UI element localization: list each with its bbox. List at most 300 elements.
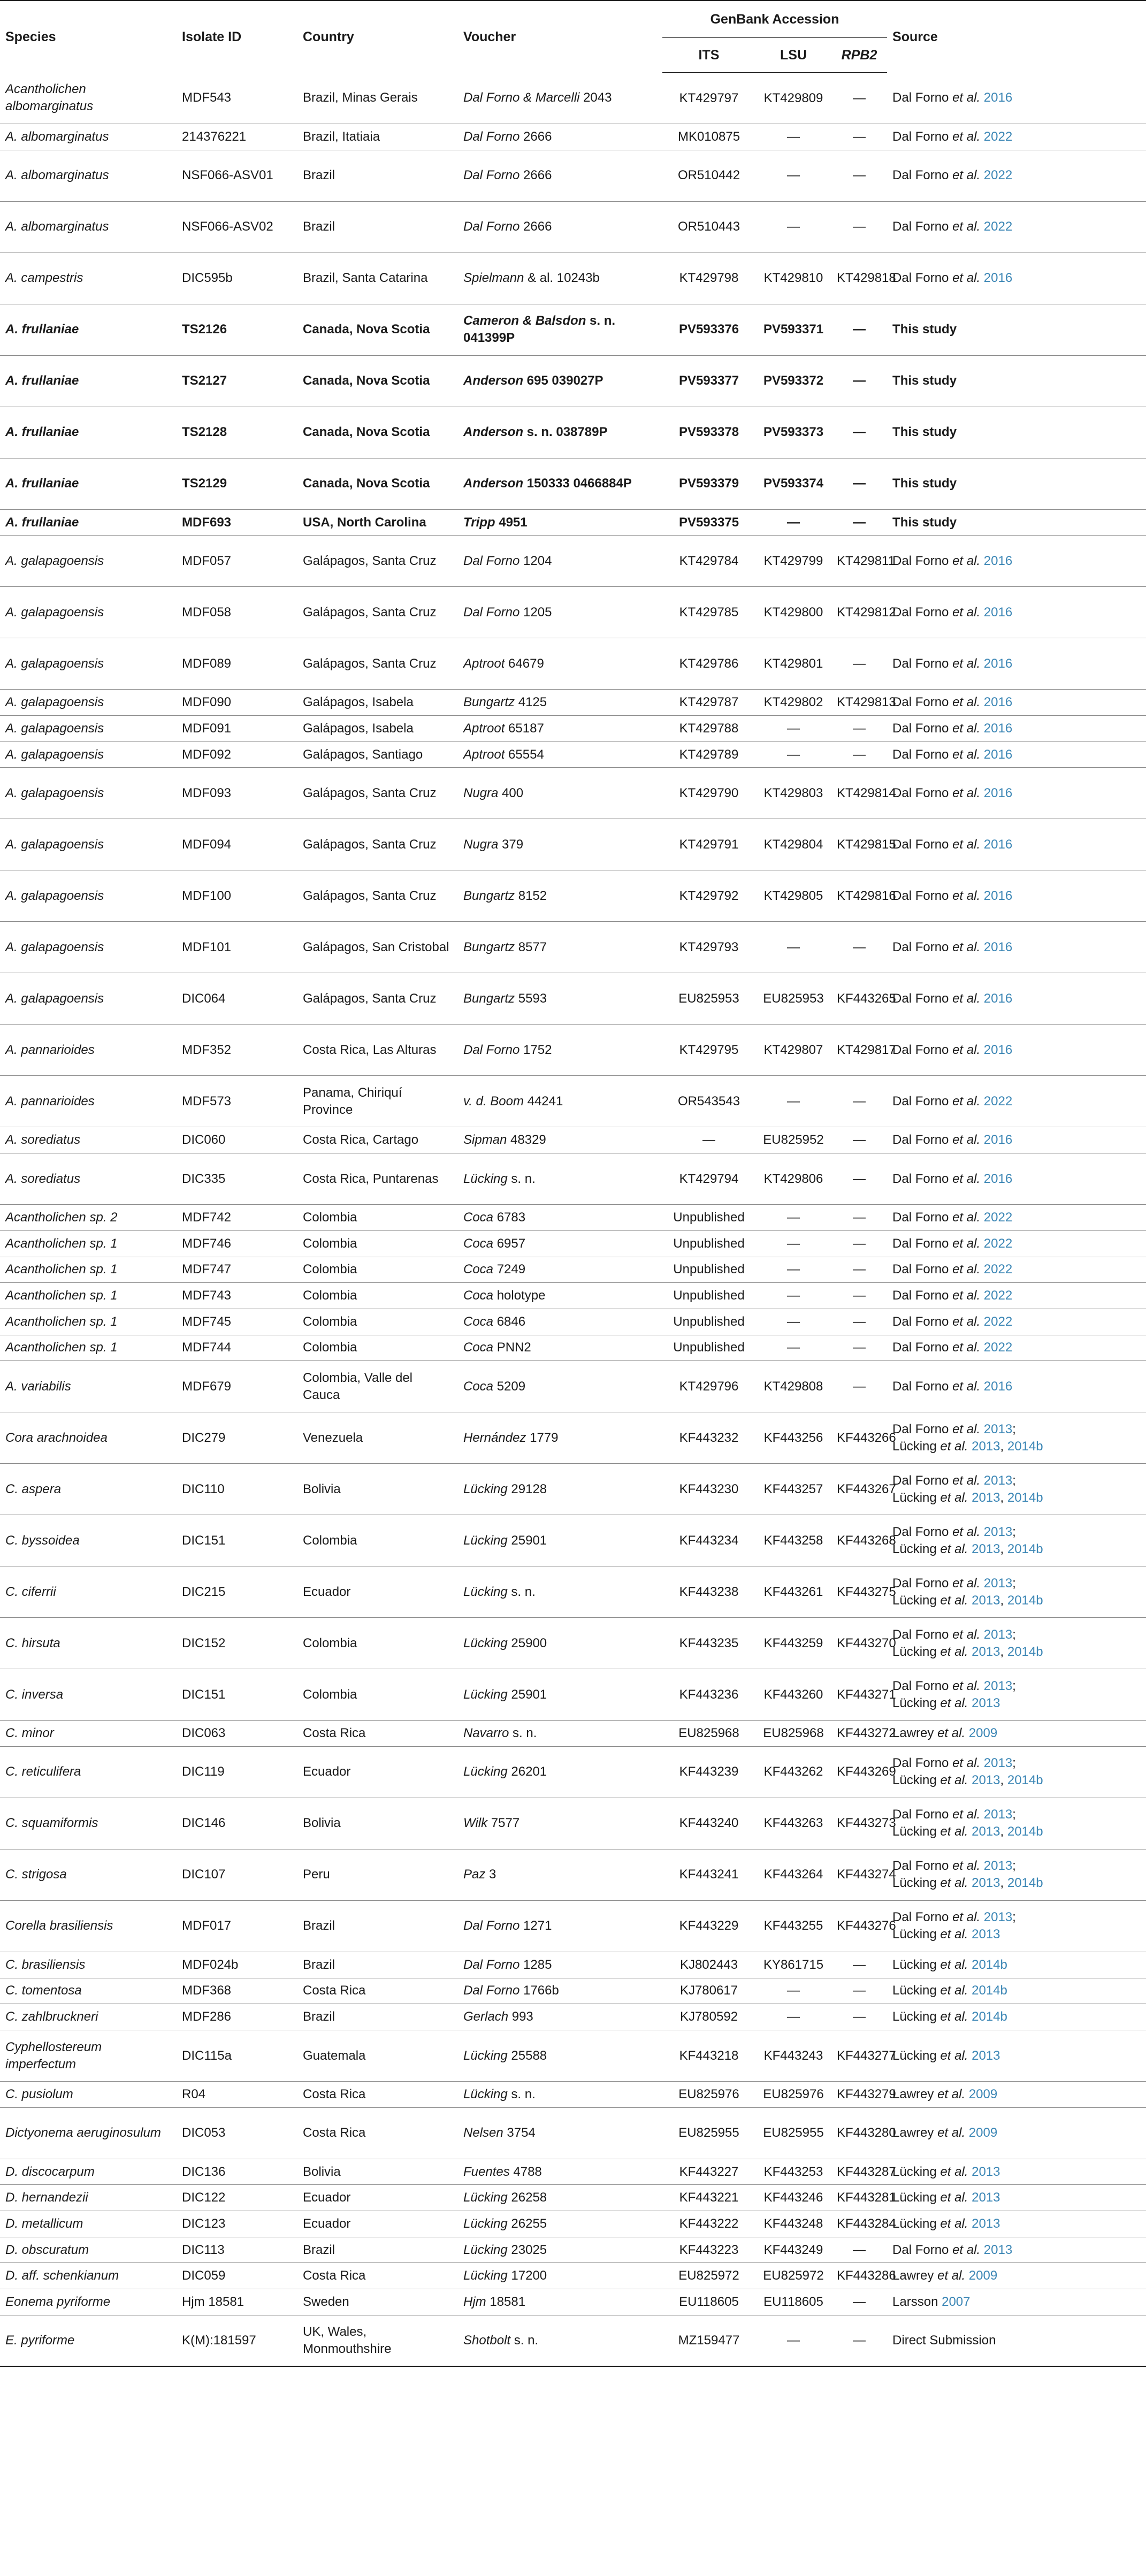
lsu-accession: EU825952 <box>763 1133 824 1148</box>
its-accession-cell <box>662 2030 755 2082</box>
source-cell <box>887 1721 1146 1747</box>
rpb2-accession: — <box>853 1236 866 1251</box>
its-accession: KT429795 <box>679 1042 739 1057</box>
source-year: 2014b <box>1007 1490 1043 1505</box>
source-year: 2014b <box>968 1957 1007 1972</box>
source-cell <box>887 2030 1146 2082</box>
rpb2-accession: KF443284 <box>837 2216 896 2231</box>
species-name: Acantholichen sp. 1 <box>5 1314 118 1329</box>
country-name: Colombia <box>303 1533 357 1548</box>
table-row <box>0 1849 1146 1900</box>
voucher-number: 1285 <box>519 1957 552 1972</box>
source-author: Dal Forno et al. <box>892 1042 981 1057</box>
its-accession: KT429790 <box>679 785 739 800</box>
species-cell <box>0 1515 177 1566</box>
lsu-accession-cell <box>755 768 831 819</box>
its-accession-cell <box>662 870 755 922</box>
lsu-accession: KT429804 <box>763 837 823 852</box>
lsu-accession-cell <box>755 73 831 124</box>
voucher-number: 7577 <box>487 1816 520 1831</box>
source-year: 2013 <box>968 1644 1000 1659</box>
country-cell <box>297 1900 458 1952</box>
rpb2-accession-cell <box>831 536 895 587</box>
voucher-cell <box>458 2237 662 2263</box>
its-accession: EU118605 <box>679 2294 739 2309</box>
rpb2-accession: — <box>853 939 866 954</box>
lsu-accession-cell <box>755 509 831 536</box>
voucher-cell <box>458 509 662 536</box>
its-accession-cell <box>662 1464 755 1515</box>
country-cell <box>297 742 458 768</box>
country-name: Galápagos, Santa Cruz <box>303 837 437 852</box>
country-name: Costa Rica <box>303 2268 366 2283</box>
its-accession: OR510442 <box>677 168 740 183</box>
table-row <box>0 1076 1146 1127</box>
rpb2-accession: — <box>853 1379 866 1394</box>
rpb2-accession-cell <box>831 587 896 638</box>
lsu-accession: KF443262 <box>763 1764 823 1779</box>
voucher-number: holotype <box>493 1288 546 1303</box>
voucher-number: 18581 <box>486 2294 526 2309</box>
lsu-accession-cell <box>755 870 831 922</box>
species-cell <box>0 587 177 638</box>
country-cell <box>297 1127 458 1153</box>
voucher-cell <box>458 1952 662 1978</box>
source-cell <box>887 1283 1146 1309</box>
rpb2-accession-cell <box>831 922 887 973</box>
source-year: 2016 <box>980 1171 1013 1186</box>
its-accession: KF443241 <box>679 1867 739 1882</box>
country-name: Bolivia <box>303 1816 341 1831</box>
rpb2-accession: — <box>853 747 866 762</box>
source-cell <box>887 1952 1146 1978</box>
country-name: Costa Rica, Puntarenas <box>303 1171 439 1186</box>
species-cell <box>0 1849 177 1900</box>
its-accession: KT429785 <box>679 605 739 620</box>
its-accession: PV593378 <box>678 425 739 440</box>
country-name: Ecuador <box>303 2216 351 2231</box>
voucher-cell <box>458 1412 662 1464</box>
rpb2-accession: KT429814 <box>837 785 896 800</box>
country-name: Colombia <box>303 1262 357 1277</box>
source-year: 2009 <box>965 2268 998 2283</box>
country-name: Costa Rica, Cartago <box>303 1133 419 1148</box>
its-accession: KT429796 <box>679 1379 739 1394</box>
lsu-accession: KT429810 <box>763 271 823 286</box>
country-name: UK, Wales, Monmouthshire <box>303 2325 392 2357</box>
lsu-accession: KF443249 <box>763 2242 823 2257</box>
species-name: A. albomarginatus <box>5 129 109 144</box>
species-name: C. zahlbruckneri <box>5 2009 98 2024</box>
country-name: Galápagos, Isabela <box>303 721 414 736</box>
rpb2-accession-cell <box>831 1309 887 1335</box>
its-accession-cell <box>662 819 755 870</box>
voucher-cell <box>458 973 662 1025</box>
isolate-id: MDF091 <box>182 721 232 736</box>
isolate-id-cell <box>177 1900 297 1952</box>
country-name: Brazil <box>303 1957 335 1972</box>
source-year: 2022 <box>980 1262 1013 1277</box>
voucher-number: 2666 <box>519 219 552 234</box>
source-year: 2013 <box>968 1593 1000 1608</box>
its-accession: Unpublished <box>673 1262 745 1277</box>
source-year: 2022 <box>980 219 1013 234</box>
isolate-id-cell <box>177 1361 297 1412</box>
lsu-accession: KF443258 <box>763 1533 823 1548</box>
table-row <box>0 1361 1146 1412</box>
voucher-collector: Anderson <box>463 425 524 440</box>
its-accession: KF443238 <box>679 1584 739 1599</box>
rpb2-accession-cell <box>831 1464 896 1515</box>
species-name: D. discocarpum <box>5 2164 95 2179</box>
lsu-accession: KF443260 <box>763 1687 823 1702</box>
source-year: 2022 <box>980 1314 1013 1329</box>
isolate-id: DIC064 <box>182 991 226 1006</box>
lsu-accession: EU825953 <box>763 991 824 1006</box>
source-author: Lücking et al. <box>892 1541 968 1556</box>
country-name: Galápagos, Santa Cruz <box>303 991 437 1006</box>
isolate-id-cell <box>177 1669 297 1721</box>
source-author: Dal Forno et al. <box>892 1859 981 1874</box>
species-name: A. frullaniae <box>5 425 79 440</box>
species-name: A. sorediatus <box>5 1133 81 1148</box>
voucher-number: 3 <box>485 1867 496 1882</box>
its-accession-cell <box>662 201 755 253</box>
source-year: 2016 <box>980 747 1013 762</box>
lsu-accession-cell <box>755 1153 831 1205</box>
lsu-accession-cell <box>755 458 831 509</box>
country-cell <box>297 1464 458 1515</box>
table-row <box>0 355 1146 407</box>
voucher-cell <box>458 1798 662 1849</box>
rpb2-accession-cell <box>831 458 887 509</box>
source-cell <box>887 2107 1146 2159</box>
voucher-cell <box>458 1721 662 1747</box>
table-row <box>0 2263 1146 2289</box>
source-author: Dal Forno et al. <box>892 1314 981 1329</box>
rpb2-accession-cell <box>831 1566 896 1618</box>
isolate-id: DIC115a <box>182 2048 232 2063</box>
country-cell <box>297 1230 458 1257</box>
isolate-id: MDF368 <box>182 1983 232 1998</box>
rpb2-accession: — <box>853 1983 866 1998</box>
its-accession: KT429787 <box>679 695 739 710</box>
its-accession: KF443236 <box>679 1687 739 1702</box>
country-name: Colombia <box>303 1314 357 1329</box>
source-cell <box>887 2211 1146 2237</box>
voucher-number: 695 039027P <box>523 373 603 388</box>
source-author: Dal Forno et al. <box>892 1171 981 1186</box>
voucher-collector: Dal Forno <box>463 219 520 234</box>
voucher-collector: Lücking <box>463 2190 508 2205</box>
source-year: 2009 <box>965 2126 998 2141</box>
its-accession-cell <box>662 768 755 819</box>
source-year: 2013 <box>968 1876 1000 1891</box>
isolate-id: MDF024b <box>182 1957 239 1972</box>
species-cell <box>0 124 177 150</box>
source-author: Lawrey et al. <box>892 2126 966 2141</box>
its-accession: KT429793 <box>679 939 739 954</box>
isolate-id: DIC151 <box>182 1687 226 1702</box>
source-year: 2014b <box>968 2009 1007 2024</box>
voucher-number: 150333 0466884P <box>523 476 632 491</box>
country-name: Panama, Chiriquí Province <box>303 1085 402 1117</box>
source-cell: Dal Forno et al. 2013; Lücking et al. 2013, 2014b <box>892 1473 1043 1505</box>
species-name: A. pannarioides <box>5 1094 95 1109</box>
species-name: Acantholichen sp. 1 <box>5 1236 118 1251</box>
isolate-id-cell <box>177 150 297 201</box>
species-name: Cyphellostereum imperfectum <box>5 2039 102 2071</box>
source-author: Dal Forno et al. <box>892 1756 981 1771</box>
source-separator: ; <box>1012 1910 1016 1925</box>
voucher-cell <box>458 1566 662 1618</box>
voucher-collector: Anderson <box>463 373 524 388</box>
source-cell <box>887 2263 1146 2289</box>
country-cell <box>297 1412 458 1464</box>
species-name: A. sorediatus <box>5 1171 81 1186</box>
source-cell <box>887 870 1146 922</box>
its-accession-cell <box>662 973 755 1025</box>
voucher-collector: Bungartz <box>463 991 515 1006</box>
voucher-cell <box>458 768 662 819</box>
lsu-accession: EU825972 <box>763 2268 824 2283</box>
voucher-number: 2043 <box>579 90 612 105</box>
its-accession-cell <box>662 2237 755 2263</box>
rpb2-accession-cell <box>831 73 887 124</box>
source-cell <box>887 509 1146 536</box>
voucher-cell <box>458 1283 662 1309</box>
source-cell <box>887 73 1146 124</box>
isolate-id: MDF017 <box>182 1918 232 1933</box>
isolate-id-cell <box>177 407 297 458</box>
source-cell <box>887 2289 1146 2315</box>
rpb2-accession-cell <box>831 304 887 355</box>
source-cell <box>887 124 1146 150</box>
its-accession-cell <box>662 458 755 509</box>
rpb2-accession-cell <box>831 1335 887 1361</box>
rpb2-accession-cell <box>831 768 896 819</box>
isolate-id: MDF089 <box>182 656 232 671</box>
isolate-id: MDF100 <box>182 888 232 903</box>
its-accession-cell <box>662 1412 755 1464</box>
species-cell <box>0 1746 177 1798</box>
rpb2-accession: KT429815 <box>837 837 896 852</box>
species-cell <box>0 1076 177 1127</box>
species-name: A. galapagoensis <box>5 656 104 671</box>
voucher-number: s. n. <box>507 2086 536 2101</box>
header-country: Country <box>303 29 354 44</box>
isolate-id-cell <box>177 458 297 509</box>
isolate-id: MDF679 <box>182 1379 232 1394</box>
voucher-cell <box>458 1464 662 1515</box>
source-year: 2013 <box>980 1524 1013 1539</box>
table-row <box>0 1127 1146 1153</box>
source-cell <box>887 690 1146 716</box>
source-year: 2007 <box>938 2294 971 2309</box>
species-cell <box>0 150 177 201</box>
isolate-id: MDF352 <box>182 1042 232 1057</box>
country-cell <box>297 1798 458 1849</box>
species-name: C. pusiolum <box>5 2086 73 2101</box>
species-name: Acantholichen sp. 1 <box>5 1340 118 1355</box>
country-name: Costa Rica <box>303 2126 366 2141</box>
voucher-collector: Lücking <box>463 2242 508 2257</box>
isolate-id: MDF746 <box>182 1236 232 1251</box>
species-name: C. brasiliensis <box>5 1957 86 1972</box>
table-row <box>0 2237 1146 2263</box>
species-cell <box>0 1618 177 1669</box>
source-year: 2016 <box>980 939 1013 954</box>
voucher-number: s. n. <box>509 1726 537 1741</box>
lsu-accession-cell <box>755 1849 831 1900</box>
rpb2-accession: — <box>853 2294 866 2309</box>
species-cell <box>0 407 177 458</box>
country-cell <box>297 2211 458 2237</box>
source-separator: ; <box>1012 1859 1016 1874</box>
source-year: 2014b <box>1007 1593 1043 1608</box>
header-voucher: Voucher <box>463 29 516 44</box>
table-row <box>0 587 1146 638</box>
country-cell <box>297 2159 458 2185</box>
lsu-accession: KF443243 <box>763 2048 823 2063</box>
isolate-id-cell <box>177 2004 297 2030</box>
voucher-cell <box>458 1127 662 1153</box>
rpb2-accession-cell <box>831 253 896 304</box>
table-row <box>0 1283 1146 1309</box>
source-year: 2014b <box>1007 1876 1043 1891</box>
source-separator: ; <box>1012 1421 1016 1436</box>
voucher-collector: Tripp <box>463 515 495 530</box>
species-cell <box>0 1952 177 1978</box>
isolate-id-cell <box>177 1283 297 1309</box>
lsu-accession: KT429803 <box>763 785 823 800</box>
rpb2-accession-cell <box>831 2263 896 2289</box>
isolate-id: TS2128 <box>182 425 227 440</box>
its-accession-cell <box>662 1849 755 1900</box>
source-cell <box>887 922 1146 973</box>
its-accession-cell <box>662 2315 755 2366</box>
lsu-accession: KF443264 <box>763 1867 823 1882</box>
lsu-accession-cell <box>755 1515 831 1566</box>
table-row <box>0 1721 1146 1747</box>
country-name: Ecuador <box>303 2190 351 2205</box>
its-accession: KF443223 <box>679 2242 739 2257</box>
lsu-accession: KT429805 <box>763 888 823 903</box>
isolate-id-cell <box>177 2185 297 2211</box>
isolate-id-cell <box>177 1230 297 1257</box>
rpb2-accession: KF443274 <box>837 1867 896 1882</box>
source-year: 2022 <box>980 1340 1013 1355</box>
country-name: Brazil <box>303 2009 335 2024</box>
species-name: C. tomentosa <box>5 1983 82 1998</box>
country-cell <box>297 201 458 253</box>
rpb2-accession-cell <box>831 690 896 716</box>
country-name: Costa Rica, Las Alturas <box>303 1042 437 1057</box>
lsu-accession: KF443246 <box>763 2190 823 2205</box>
country-cell <box>297 690 458 716</box>
lsu-accession: KF443259 <box>763 1635 823 1650</box>
species-cell <box>0 509 177 536</box>
its-accession: EU825972 <box>678 2268 739 2283</box>
rpb2-accession: — <box>853 129 866 144</box>
country-cell <box>297 716 458 742</box>
species-name: D. hernandezii <box>5 2190 88 2205</box>
lsu-accession-cell <box>755 1746 831 1798</box>
its-accession-cell <box>662 1566 755 1618</box>
lsu-accession: — <box>787 2333 800 2348</box>
country-name: Galápagos, San Cristobal <box>303 939 449 954</box>
lsu-accession: — <box>787 939 800 954</box>
isolate-id: DIC063 <box>182 1726 226 1741</box>
table-row <box>0 2107 1146 2159</box>
its-accession-cell <box>662 2107 755 2159</box>
rpb2-accession: — <box>853 425 866 440</box>
source-author: Lücking et al. <box>892 1593 968 1608</box>
voucher-cell <box>458 1746 662 1798</box>
source-year: 2022 <box>980 1288 1013 1303</box>
source-year: 2016 <box>980 553 1013 568</box>
species-name: C. minor <box>5 1726 54 1741</box>
isolate-id: TS2129 <box>182 476 227 491</box>
isolate-id: MDF743 <box>182 1288 232 1303</box>
source-author: Dal Forno et al. <box>892 695 981 710</box>
table-row <box>0 2030 1146 2082</box>
source-author: Lücking et al. <box>892 1957 968 1972</box>
species-name: C. reticulifera <box>5 1764 81 1779</box>
its-accession: PV593375 <box>678 515 739 530</box>
lsu-accession: — <box>787 1983 800 1998</box>
lsu-accession: PV593371 <box>763 322 824 337</box>
lsu-accession-cell <box>755 2185 831 2211</box>
voucher-collector: Lücking <box>463 1764 508 1779</box>
species-cell <box>0 1335 177 1361</box>
rpb2-accession-cell <box>831 509 887 536</box>
voucher-cell <box>458 458 662 509</box>
lsu-accession-cell <box>755 1900 831 1952</box>
voucher-number: 1766b <box>519 1983 559 1998</box>
voucher-collector: Sipman <box>463 1133 507 1148</box>
species-name: Dictyonema aeruginosulum <box>5 2126 161 2141</box>
lsu-accession-cell <box>755 587 831 638</box>
voucher-cell <box>458 1153 662 1205</box>
voucher-number: 1779 <box>526 1430 559 1445</box>
lsu-accession: — <box>787 515 800 530</box>
rpb2-accession-cell <box>831 1127 887 1153</box>
lsu-accession: KF443253 <box>763 2164 823 2179</box>
lsu-accession: KF443248 <box>763 2216 823 2231</box>
its-accession: Unpublished <box>673 1340 745 1355</box>
voucher-number: 17200 <box>507 2268 547 2283</box>
source-cell <box>887 819 1146 870</box>
its-accession-cell <box>662 1746 755 1798</box>
species-name: Acantholichen sp. 1 <box>5 1288 118 1303</box>
source-cell: Dal Forno et al. 2013; Lücking et al. 2013, 2014b <box>892 1859 1043 1891</box>
species-name: A. frullaniae <box>5 515 79 530</box>
species-cell <box>0 458 177 509</box>
its-accession: PV593376 <box>678 322 739 337</box>
table-row <box>0 536 1146 587</box>
voucher-collector: Dal Forno <box>463 1042 520 1057</box>
country-cell <box>297 638 458 690</box>
lsu-accession-cell <box>755 1412 831 1464</box>
country-name: Canada, Nova Scotia <box>303 322 430 337</box>
country-cell <box>297 407 458 458</box>
table-row <box>0 253 1146 304</box>
source-author: Dal Forno et al. <box>892 90 981 105</box>
rpb2-accession: — <box>853 515 866 530</box>
voucher-number: s. n. 041399P <box>463 314 616 346</box>
source-cell <box>887 2082 1146 2108</box>
